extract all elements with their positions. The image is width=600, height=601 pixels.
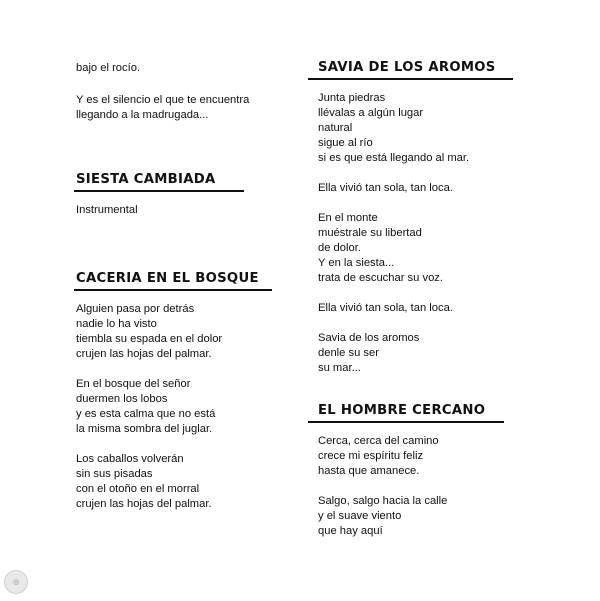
- corner-seal-icon: ◎: [4, 570, 28, 594]
- lyric-line: [318, 166, 496, 181]
- lyric-line: natural: [318, 122, 353, 134]
- lyric-line: la misma sombra del juglar.: [76, 423, 213, 435]
- lyric-line: [318, 316, 496, 331]
- lyric-line: Instrumental: [76, 204, 138, 216]
- lyric-line: con el otoño en el morral: [76, 483, 200, 495]
- song-el-hombre-cercano: [318, 403, 485, 539]
- lyric-line: Alguien pasa por detrás: [76, 303, 195, 315]
- lyric-line: llévalas a algún lugar: [318, 107, 424, 119]
- title-underline: [74, 289, 272, 291]
- song-title: SAVIA DE LOS AROMOS: [318, 60, 496, 75]
- lyric-line: [318, 286, 496, 301]
- song-title: EL HOMBRE CERCANO: [318, 403, 486, 418]
- song-savia-de-los-aromos: [318, 60, 496, 376]
- lyric-line: tiembla su espada en el dolor: [76, 333, 223, 345]
- lyric-line: crujen las hojas del palmar.: [76, 348, 212, 360]
- lyric-line: [318, 196, 496, 211]
- lyric-line: su mar...: [318, 362, 361, 374]
- lyric-line: crece mi espíritu feliz: [318, 450, 424, 462]
- title-underline: [74, 190, 244, 192]
- lyric-line: de dolor.: [318, 242, 361, 254]
- song-continuation-verse: [76, 61, 249, 123]
- lyric-line: Ella vivió tan sola, tan loca.: [318, 302, 453, 314]
- lyric-line: bajo el rocío.: [76, 62, 141, 74]
- lyric-line: hasta que amanece.: [318, 465, 420, 477]
- lyric-line: Junta piedras: [318, 92, 386, 104]
- lyric-line: Cerca, cerca del camino: [318, 435, 439, 447]
- lyric-line: Y es el silencio el que te encuentra: [76, 94, 250, 106]
- song-caceria-en-el-bosque: [76, 271, 259, 512]
- lyric-line: [76, 76, 249, 91]
- lyric-line: nadie lo ha visto: [76, 318, 157, 330]
- lyric-line: En el monte: [318, 212, 378, 224]
- lyric-line: sigue al río: [318, 137, 373, 149]
- title-underline: [308, 78, 513, 80]
- lyric-line: llegando a la madrugada...: [76, 109, 209, 121]
- lyric-line: En el bosque del señor: [76, 378, 191, 390]
- lyric-line: trata de escuchar su voz.: [318, 272, 443, 284]
- lyric-line: [76, 362, 259, 377]
- title-underline: [308, 421, 504, 423]
- lyric-line: Savia de los aromos: [318, 332, 420, 344]
- lyric-line: y es esta calma que no está: [76, 408, 216, 420]
- song-title: SIESTA CAMBIADA: [76, 172, 216, 187]
- lyric-line: Salgo, salgo hacia la calle: [318, 495, 448, 507]
- lyric-line: muéstrale su libertad: [318, 227, 422, 239]
- lyric-line: Y en la siesta...: [318, 257, 395, 269]
- lyric-line: sin sus pisadas: [76, 468, 153, 480]
- lyric-line: duermen los lobos: [76, 393, 168, 405]
- lyric-line: y el suave viento: [318, 510, 402, 522]
- lyric-line: [76, 437, 259, 452]
- lyric-line: que hay aquí: [318, 525, 383, 537]
- song-siesta-cambiada: [76, 172, 216, 218]
- lyric-line: denle su ser: [318, 347, 379, 359]
- lyric-line: Ella vivió tan sola, tan loca.: [318, 182, 453, 194]
- lyric-line: Los caballos volverán: [76, 453, 184, 465]
- lyric-line: crujen las hojas del palmar.: [76, 498, 212, 510]
- song-title: CACERIA EN EL BOSQUE: [76, 271, 259, 286]
- lyric-line: [318, 479, 485, 494]
- lyric-line: si es que está llegando al mar.: [318, 152, 470, 164]
